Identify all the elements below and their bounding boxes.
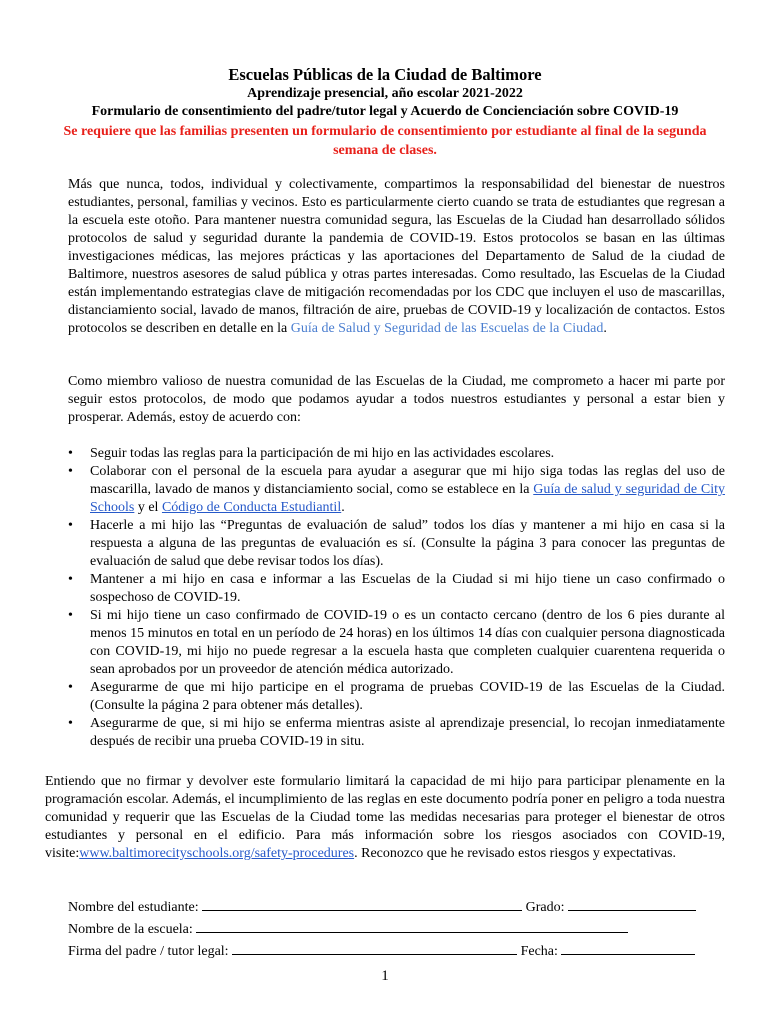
agreement-7: Asegurarme de que, si mi hijo se enferma mientras asiste al aprendizaje presencial, lo recojan inmediatamente después de recibir una prueba COVID-19 in situ. xyxy=(90,716,725,749)
school-name-row xyxy=(68,920,628,938)
closing-end: . Reconozco que he revisado estos riesgos y expectativas. xyxy=(354,846,677,861)
list-item xyxy=(68,607,725,679)
agreement-2-text: Colaborar con el personal de la escuela para ayudar a asegurar que mi hijo siga todas las reglas del uso de mascarilla, lavado de manos y distanciamiento social, como se establece en la xyxy=(90,464,725,497)
submission-notice: Se requiere que las familias presenten un formulario de consentimiento por estudiante al final de la segunda semana de clases. xyxy=(63,124,707,158)
list-item xyxy=(68,445,725,463)
list-item xyxy=(68,679,725,715)
agreement-list xyxy=(68,445,725,751)
school-year-subtitle: Aprendizaje presencial, año escolar 2021-2022 xyxy=(247,86,523,101)
school-name-label: Nombre de la escuela: xyxy=(68,922,193,937)
list-item xyxy=(68,517,725,571)
page-number: 1 xyxy=(381,968,389,984)
student-conduct-code-link[interactable]: Código de Conducta Estudiantil xyxy=(161,500,342,515)
form-subtitle: Formulario de consentimiento del padre/tutor legal y Acuerdo de Concienciación sobre COVID-19 xyxy=(91,104,679,119)
list-item xyxy=(68,571,725,607)
health-safety-guide-link[interactable]: Guía de Salud y Seguridad de las Escuelas de la Ciudad xyxy=(290,321,604,336)
agreement-2-mid: y el xyxy=(134,500,162,515)
signature-label: Firma del padre / tutor legal: xyxy=(68,944,229,959)
agreement-6: Asegurarme de que mi hijo participe en el programa de pruebas COVID-19 de las Escuelas de la Ciudad. (Consulte la página 2 para obtener más detalles). xyxy=(90,680,725,713)
agreement-4: Mantener a mi hijo en casa e informar a las Escuelas de la Ciudad si mi hijo tiene un caso confirmado o sospechoso de COVID-19. xyxy=(90,572,725,605)
signature-field[interactable] xyxy=(232,942,517,955)
list-item xyxy=(68,715,725,751)
intro-text: Más que nunca, todos, individual y colectivamente, compartimos la responsabilidad del bienestar de nuestros estudiantes, personal, familias y vecinos. Esto es particularmente cierto cuando se trata de estudiantes que regresan a la escuela este otoño. Para mantener nuestra comunidad segura, las Escuelas de la Ciudad han desarrollado sólidos protocolos de salud y seguridad durante la pandemia de COVID-19. Estos protocolos se basan en las últimas investigaciones médicas, las mejores prácticas y las aportaciones del Departamento de Salud de la ciudad de Baltimore, nuestros asesores de salud pública y otras partes interesadas. Como resultado, las Escuelas de la Ciudad están implementando estrategias clave de mitigación recomendadas por los CDC que incluyen el uso de mascarillas, distanciamiento social, lavado de manos, filtración de aire, pruebas de COVID-19 y localización de contactos. Estos protocolos se describen en detalle en la xyxy=(68,177,725,336)
agreement-3: Hacerle a mi hijo las “Preguntas de evaluación de salud” todos los días y mantener a mi hijo en casa si la respuesta a alguna de las preguntas de evaluación es sí. (Consulte la página 3 para conocer las preguntas de evaluación de salud que debe revisar todos los días). xyxy=(90,518,725,569)
intro-end: . xyxy=(603,321,607,336)
student-name-field[interactable] xyxy=(202,898,522,911)
closing-paragraph xyxy=(45,773,725,863)
agreement-2-end: . xyxy=(341,500,345,515)
intro-paragraph xyxy=(68,176,725,338)
commitment-paragraph: Como miembro valioso de nuestra comunidad de las Escuelas de la Ciudad, me comprometo a hacer mi parte por seguir estos protocolos, de modo que podamos ayudar a todos nuestros estudiantes y personal a estar bien y prosperar. Además, estoy de acuerdo con: xyxy=(68,374,725,425)
signature-row xyxy=(68,942,695,960)
school-name-field[interactable] xyxy=(196,920,628,933)
date-field[interactable] xyxy=(561,942,695,955)
grade-label: Grado: xyxy=(525,900,565,915)
student-name-row xyxy=(68,898,696,916)
agreement-5: Si mi hijo tiene un caso confirmado de COVID-19 o es un contacto cercano (dentro de los 6 pies durante al menos 15 minutos en total en un período de 24 horas) en los últimos 14 días con cualquier persona diagnosticada con COVID-19, mi hijo no puede regresar a la escuela hasta que completen cualquier cuarentena requerida o sean aprobados por un proveedor de atención médica autorizado. xyxy=(90,608,725,677)
city-schools-guide-link[interactable]: Guía de salud y seguridad de City Schools xyxy=(90,482,725,515)
grade-field[interactable] xyxy=(568,898,696,911)
student-name-label: Nombre del estudiante: xyxy=(68,900,199,915)
document-title: Escuelas Públicas de la Ciudad de Baltimore xyxy=(228,65,542,84)
date-label: Fecha: xyxy=(520,944,558,959)
list-item xyxy=(68,463,725,517)
closing-text: Entiendo que no firmar y devolver este formulario limitará la capacidad de mi hijo para participar plenamente en la programación escolar. Además, el incumplimiento de las reglas en este documento podría poner en peligro a toda nuestra comunidad y requerir que las Escuelas de la Ciudad tome las medidas necesarias para proteger el bienestar de otros estudiantes y personal en el edificio. Para más información sobre los riesgos asociados con COVID-19, visite: xyxy=(45,774,725,861)
safety-procedures-link[interactable]: www.baltimorecityschools.org/safety-procedures xyxy=(79,846,355,861)
agreement-1: Seguir todas las reglas para la participación de mi hijo en las actividades escolares. xyxy=(90,446,555,461)
